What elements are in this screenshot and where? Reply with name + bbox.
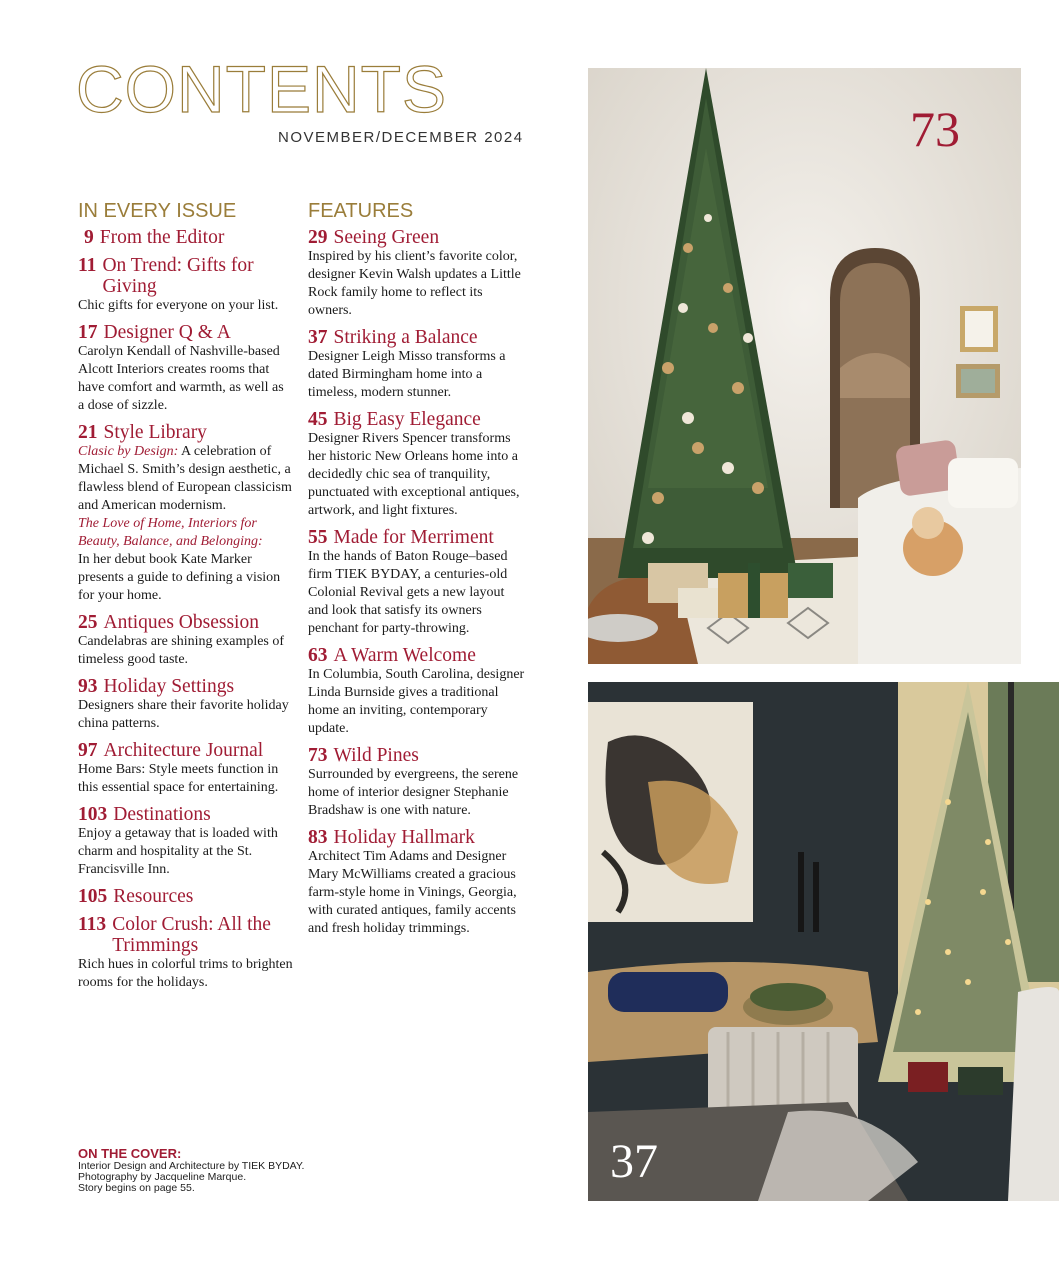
section-heading: FEATURES	[308, 200, 414, 222]
photo-illustration	[588, 682, 1059, 1201]
toc-entry[interactable]: 73 Wild Pines Surrounded by evergreens, the serene home of interior designer Stephanie Bradshaw is one with nature.	[308, 745, 519, 818]
toc-entry[interactable]: 93 Holiday Settings Designers share their favorite holiday china patterns.	[78, 676, 289, 731]
features-column	[308, 199, 528, 945]
toc-entry[interactable]: 25 Antiques Obsession Candelabras are shining examples of timeless good taste.	[78, 612, 285, 667]
toc-entry[interactable]: 63 A Warm Welcome In Columbia, South Carolina, designer Linda Burnside gives a traditional home an inviting, contemporary update.	[308, 645, 525, 736]
toc-entry[interactable]: 29 Seeing Green Inspired by his client’s favorite color, designer Kevin Walsh updates a Little Rock family home to reflect its owners.	[308, 227, 521, 318]
page-title: CONTENTS	[76, 52, 447, 126]
section-heading: IN EVERY ISSUE	[78, 200, 237, 222]
toc-entry[interactable]: 9 From the Editor	[84, 227, 225, 248]
page-number-73: 73	[910, 101, 960, 157]
toc-entry[interactable]: 21 Style Library Clasic by Design: A celebration of Michael S. Smith’s design aesthetic, a flawless blend of European classicism and American modernism. The Love of Home, Interiors for Beauty, Balance, and Belonging: In her debut book Kate Marker presents a guide to defining a vision for your home.	[78, 422, 292, 603]
toc-entry[interactable]: 11 On Trend: Gifts for Giving Chic gifts for everyone on your list.	[78, 255, 279, 313]
toc-entry[interactable]: 55 Made for Merriment In the hands of Baton Rouge–based firm TIEK BYDAY, a centuries-old Colonial Revival gets a new layout and look that satisfy its owners penchant for party-throwing.	[308, 527, 508, 636]
cover-credit: ON THE COVER: Interior Design and Architecture by TIEK BYDAY. Photography by Jacqueline Marque. Story begins on page 55.	[78, 1146, 305, 1194]
toc-entry[interactable]: 105 Resources	[78, 886, 194, 907]
toc-entry[interactable]: 17 Designer Q & A Carolyn Kendall of Nashville-based Alcott Interiors creates rooms that have comfort and warmth, as well as a dose of sizzle.	[78, 322, 284, 413]
toc-entry[interactable]: 103 Destinations Enjoy a getaway that is loaded with charm and hospitality at the St. Francisville Inn.	[78, 804, 278, 877]
toc-entry[interactable]: 113 Color Crush: All the Trimmings Rich hues in colorful trims to brighten rooms for the holidays.	[78, 914, 293, 990]
toc-entry[interactable]: 83 Holiday Hallmark Architect Tim Adams and Designer Mary McWilliams created a gracious farm-style home in Vinings, Georgia, with curated antiques, family accents and fresh holiday trimmings.	[308, 827, 517, 936]
toc-entry[interactable]: 37 Striking a Balance Designer Leigh Misso transforms a dated Birmingham home into a timeless, modern stunner.	[308, 327, 506, 400]
photo-living-room-tree[interactable]	[588, 68, 1021, 664]
issue-date: NOVEMBER/DECEMBER 2024	[278, 129, 524, 146]
toc-entry[interactable]: 97 Architecture Journal Home Bars: Style meets function in this essential space for entertaining.	[78, 740, 279, 795]
page-number-37: 37	[610, 1135, 658, 1188]
photo-dark-room-tree[interactable]	[588, 682, 1059, 1201]
in-every-issue-column	[78, 199, 293, 999]
toc-entry[interactable]: 45 Big Easy Elegance Designer Rivers Spencer transforms her historic New Orleans home into a decidedly chic sea of tranquility, punctuated with exceptional antiques, artwork, and light fixtures.	[308, 409, 520, 518]
